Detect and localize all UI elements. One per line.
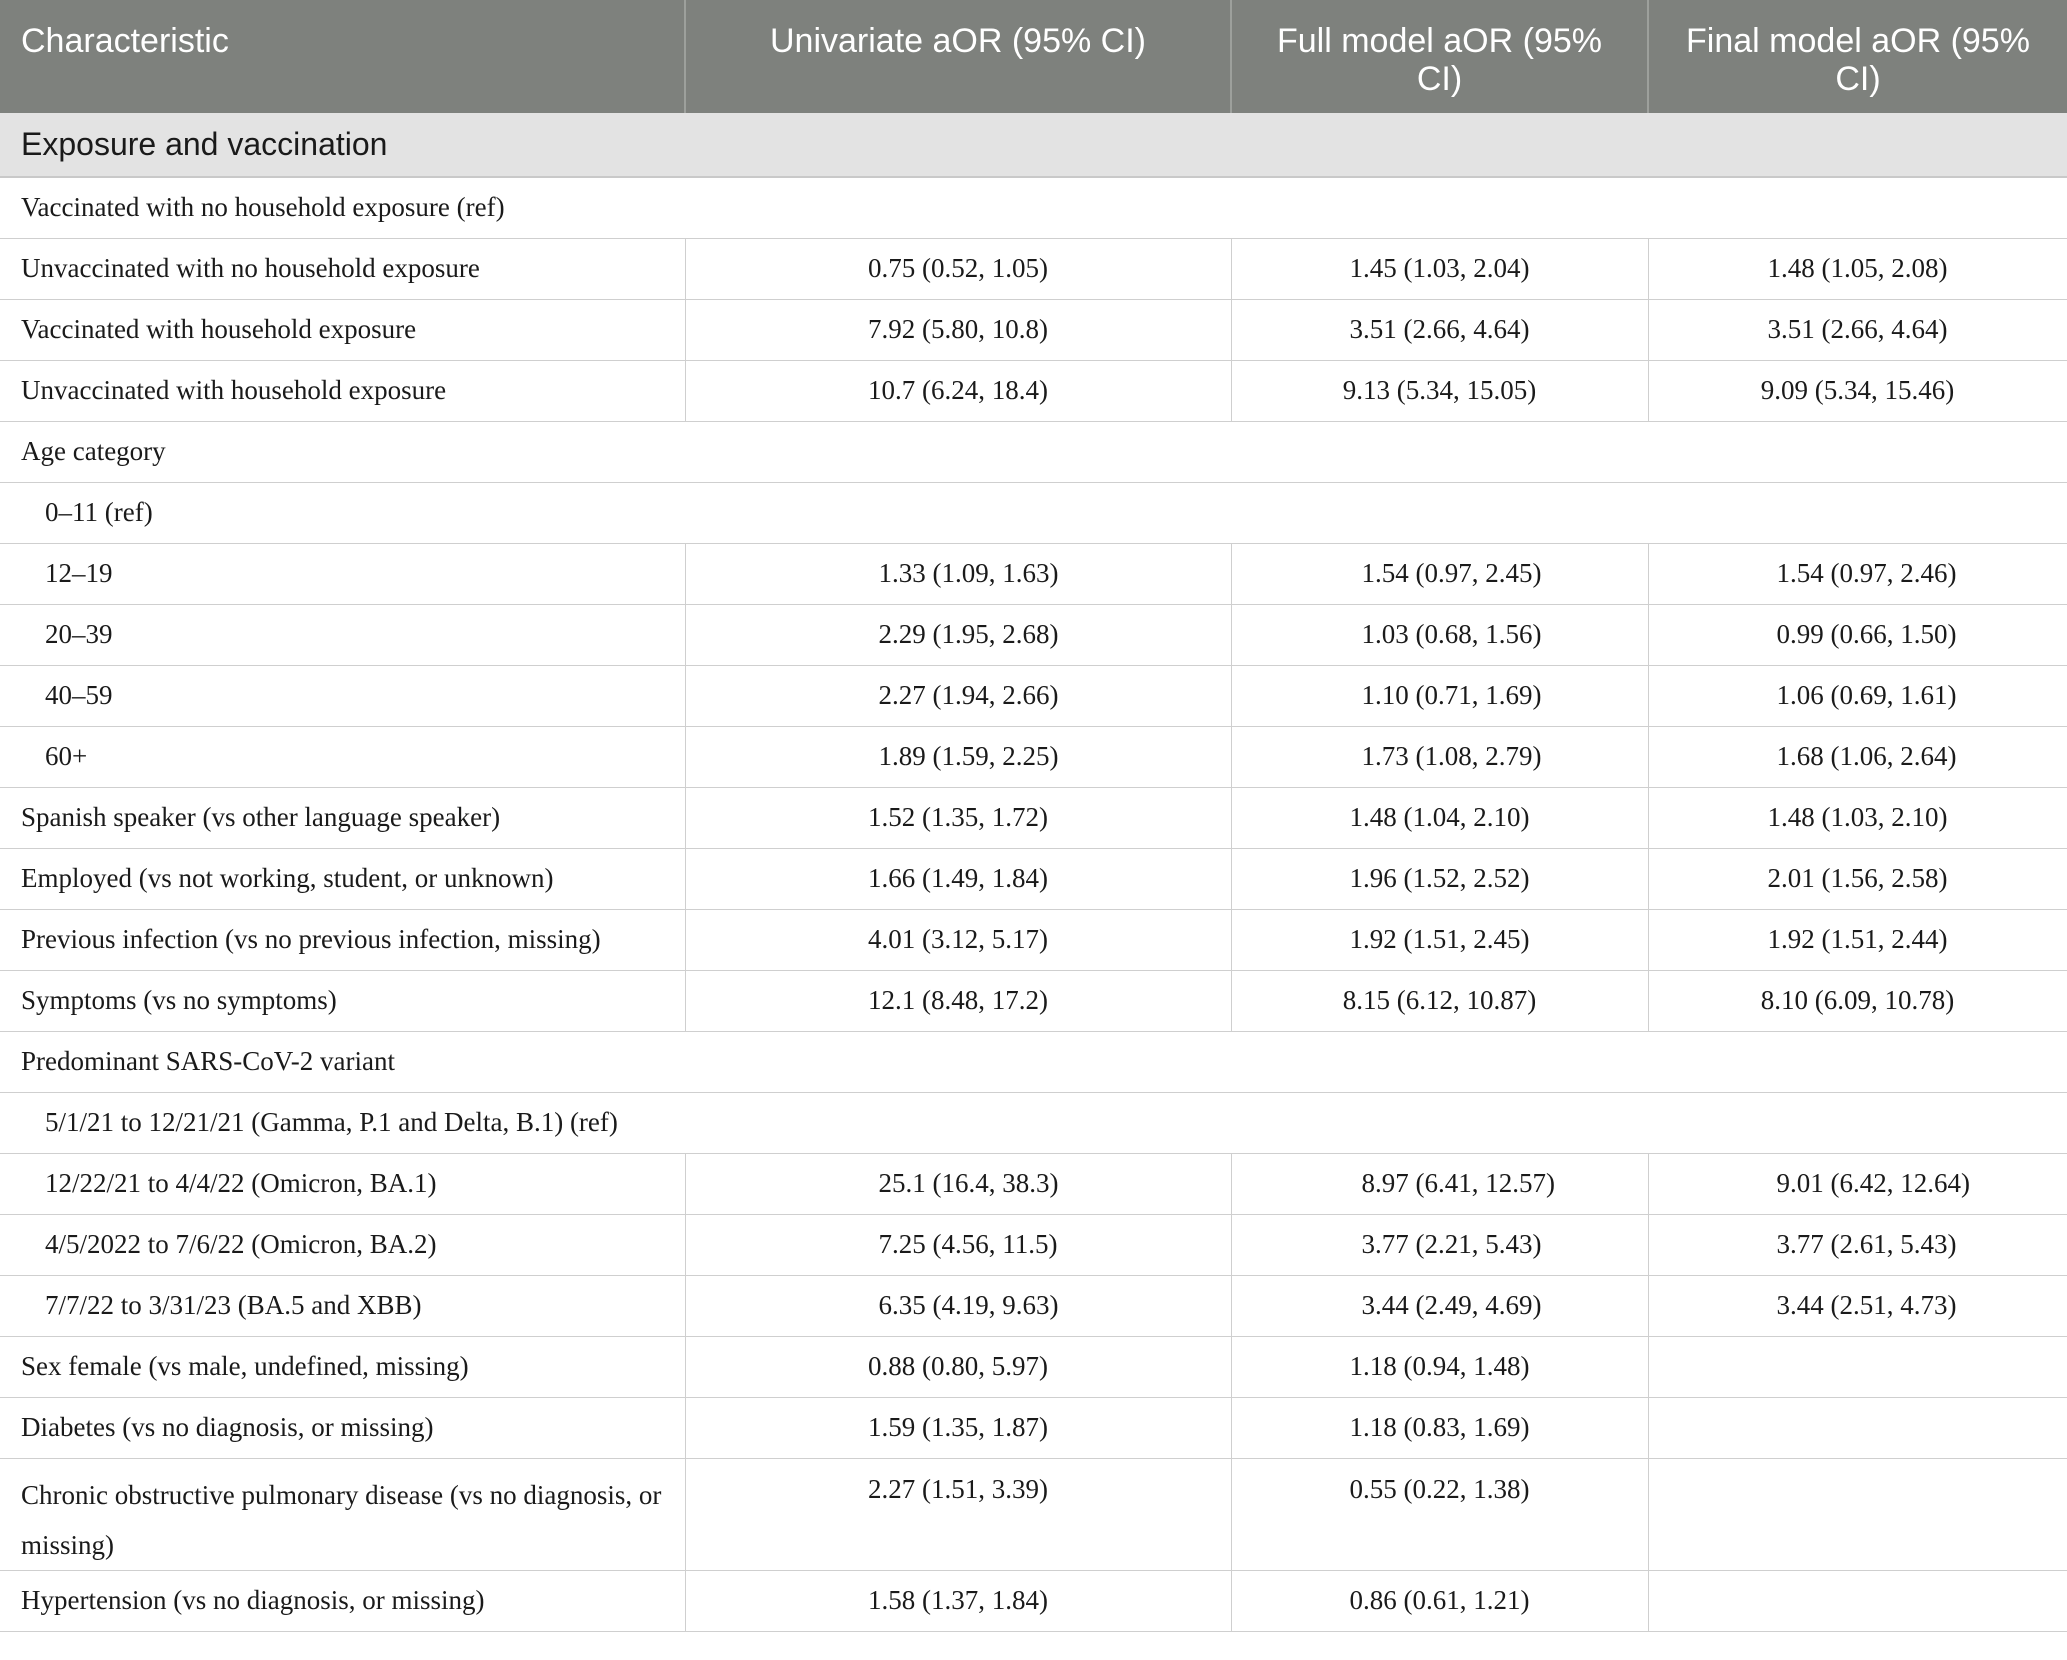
table-row (0, 1092, 2067, 1153)
final-model-value: 1.68 (1.06, 2.64) (1648, 726, 2067, 787)
header-full-model: Full model aOR (95% CI) (1231, 0, 1648, 113)
univariate-value: 12.1 (8.48, 17.2) (685, 970, 1231, 1031)
row-label: 40–59 (0, 665, 685, 726)
full-model-value: 8.15 (6.12, 10.87) (1231, 970, 1648, 1031)
table-row (0, 1570, 2067, 1631)
univariate-value: 0.88 (0.80, 5.97) (685, 1336, 1231, 1397)
univariate-value: 1.89 (1.59, 2.25) (685, 726, 1231, 787)
table-row (0, 726, 2067, 787)
row-label: Hypertension (vs no diagnosis, or missing) (0, 1570, 685, 1631)
univariate-value: 7.25 (4.56, 11.5) (685, 1214, 1231, 1275)
full-model-value: 1.54 (0.97, 2.45) (1231, 543, 1648, 604)
table-row (0, 1214, 2067, 1275)
table-row (0, 604, 2067, 665)
table-row (0, 848, 2067, 909)
univariate-value: 2.29 (1.95, 2.68) (685, 604, 1231, 665)
row-label: 12/22/21 to 4/4/22 (Omicron, BA.1) (0, 1153, 685, 1214)
table-row (0, 787, 2067, 848)
row-label: Chronic obstructive pulmonary disease (vs no diagnosis, or missing) (0, 1458, 685, 1570)
full-model-value: 1.48 (1.04, 2.10) (1231, 787, 1648, 848)
univariate-value: 1.59 (1.35, 1.87) (685, 1397, 1231, 1458)
row-label: 4/5/2022 to 7/6/22 (Omicron, BA.2) (0, 1214, 685, 1275)
full-model-value: 0.55 (0.22, 1.38) (1231, 1458, 1648, 1570)
row-label: Sex female (vs male, undefined, missing) (0, 1336, 685, 1397)
row-label: 60+ (0, 726, 685, 787)
row-label: Previous infection (vs no previous infection, missing) (0, 909, 685, 970)
final-model-value: 2.01 (1.56, 2.58) (1648, 848, 2067, 909)
full-model-value: 1.18 (0.94, 1.48) (1231, 1336, 1648, 1397)
row-label: 7/7/22 to 3/31/23 (BA.5 and XBB) (0, 1275, 685, 1336)
final-model-value (1648, 1458, 2067, 1570)
univariate-value: 25.1 (16.4, 38.3) (685, 1153, 1231, 1214)
full-model-value: 1.18 (0.83, 1.69) (1231, 1397, 1648, 1458)
row-label: 20–39 (0, 604, 685, 665)
univariate-value: 2.27 (1.51, 3.39) (685, 1458, 1231, 1570)
row-label: Unvaccinated with household exposure (0, 360, 685, 421)
row-label: 12–19 (0, 543, 685, 604)
final-model-value: 9.09 (5.34, 15.46) (1648, 360, 2067, 421)
row-label: Vaccinated with household exposure (0, 299, 685, 360)
full-model-value: 1.03 (0.68, 1.56) (1231, 604, 1648, 665)
header-univariate: Univariate aOR (95% CI) (685, 0, 1231, 113)
final-model-value: 1.92 (1.51, 2.44) (1648, 909, 2067, 970)
full-model-value: 1.92 (1.51, 2.45) (1231, 909, 1648, 970)
table-row (0, 665, 2067, 726)
table-header-row (0, 0, 2067, 113)
row-label: Unvaccinated with no household exposure (0, 238, 685, 299)
table-row (0, 1336, 2067, 1397)
row-label: Employed (vs not working, student, or unknown) (0, 848, 685, 909)
table-row (0, 1153, 2067, 1214)
table-row (0, 543, 2067, 604)
final-model-value: 8.10 (6.09, 10.78) (1648, 970, 2067, 1031)
final-model-value: 0.99 (0.66, 1.50) (1648, 604, 2067, 665)
full-model-value: 1.10 (0.71, 1.69) (1231, 665, 1648, 726)
univariate-value: 1.66 (1.49, 1.84) (685, 848, 1231, 909)
table-row (0, 299, 2067, 360)
table-row (0, 421, 2067, 482)
row-label: Diabetes (vs no diagnosis, or missing) (0, 1397, 685, 1458)
full-model-value: 3.44 (2.49, 4.69) (1231, 1275, 1648, 1336)
section-row (0, 113, 2067, 177)
row-label: Age category (0, 421, 2067, 482)
univariate-value: 4.01 (3.12, 5.17) (685, 909, 1231, 970)
table-row (0, 909, 2067, 970)
final-model-value: 1.48 (1.05, 2.08) (1648, 238, 2067, 299)
univariate-value: 1.33 (1.09, 1.63) (685, 543, 1231, 604)
row-label: Spanish speaker (vs other language speaker) (0, 787, 685, 848)
table-row (0, 482, 2067, 543)
full-model-value: 8.97 (6.41, 12.57) (1231, 1153, 1648, 1214)
final-model-value (1648, 1570, 2067, 1631)
table-row (0, 1031, 2067, 1092)
row-label: Predominant SARS-CoV-2 variant (0, 1031, 2067, 1092)
table-row (0, 238, 2067, 299)
full-model-value: 0.86 (0.61, 1.21) (1231, 1570, 1648, 1631)
full-model-value: 1.73 (1.08, 2.79) (1231, 726, 1648, 787)
final-model-value (1648, 1336, 2067, 1397)
row-label: Symptoms (vs no symptoms) (0, 970, 685, 1031)
row-label: 5/1/21 to 12/21/21 (Gamma, P.1 and Delta, B.1) (ref) (0, 1092, 2067, 1153)
univariate-value: 1.58 (1.37, 1.84) (685, 1570, 1231, 1631)
final-model-value: 3.77 (2.61, 5.43) (1648, 1214, 2067, 1275)
univariate-value: 0.75 (0.52, 1.05) (685, 238, 1231, 299)
univariate-value: 1.52 (1.35, 1.72) (685, 787, 1231, 848)
table-row (0, 360, 2067, 421)
final-model-value: 1.54 (0.97, 2.46) (1648, 543, 2067, 604)
header-final-model: Final model aOR (95% CI) (1648, 0, 2067, 113)
table-row (0, 177, 2067, 238)
univariate-value: 2.27 (1.94, 2.66) (685, 665, 1231, 726)
final-model-value: 3.44 (2.51, 4.73) (1648, 1275, 2067, 1336)
final-model-value (1648, 1397, 2067, 1458)
final-model-value: 1.48 (1.03, 2.10) (1648, 787, 2067, 848)
table-row (0, 1275, 2067, 1336)
univariate-value: 7.92 (5.80, 10.8) (685, 299, 1231, 360)
table-row (0, 970, 2067, 1031)
full-model-value: 3.51 (2.66, 4.64) (1231, 299, 1648, 360)
full-model-value: 1.96 (1.52, 2.52) (1231, 848, 1648, 909)
table-row (0, 1397, 2067, 1458)
final-model-value: 9.01 (6.42, 12.64) (1648, 1153, 2067, 1214)
full-model-value: 9.13 (5.34, 15.05) (1231, 360, 1648, 421)
row-label: 0–11 (ref) (0, 482, 2067, 543)
row-label: Vaccinated with no household exposure (ref) (0, 177, 2067, 238)
final-model-value: 3.51 (2.66, 4.64) (1648, 299, 2067, 360)
header-characteristic: Characteristic (0, 0, 685, 113)
univariate-value: 10.7 (6.24, 18.4) (685, 360, 1231, 421)
full-model-value: 1.45 (1.03, 2.04) (1231, 238, 1648, 299)
table-row (0, 1458, 2067, 1570)
final-model-value: 1.06 (0.69, 1.61) (1648, 665, 2067, 726)
section-title: Exposure and vaccination (0, 113, 2067, 177)
full-model-value: 3.77 (2.21, 5.43) (1231, 1214, 1648, 1275)
univariate-value: 6.35 (4.19, 9.63) (685, 1275, 1231, 1336)
